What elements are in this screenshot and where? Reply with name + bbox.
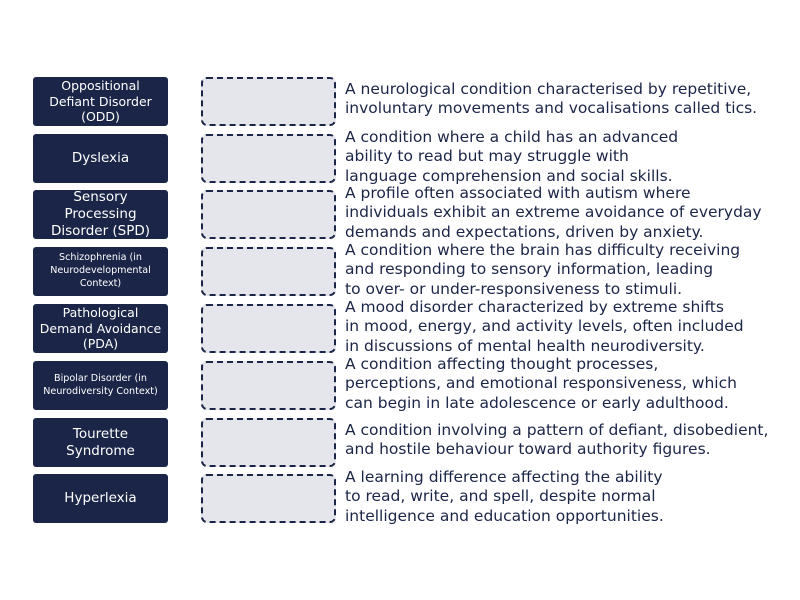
term-tile-spd[interactable]: Sensory Processing Disorder (SPD) <box>33 190 168 239</box>
description-tics: A neurological condition characterised by repetitive, involuntary movements and vocalisations called tics. <box>345 80 758 118</box>
drop-slot-5[interactable] <box>201 304 336 353</box>
match-row <box>0 355 800 413</box>
match-row <box>0 241 800 299</box>
description-demand-avoidance: A profile often associated with autism where individuals exhibit an extreme avoidance of everyday demands and expectations, driven by anxiety. <box>345 184 762 241</box>
term-tile-schizophrenia[interactable]: Schizophrenia (in Neurodevelopmental Context) <box>33 247 168 296</box>
drop-slot-7[interactable] <box>201 418 336 467</box>
description-advanced-reading: A condition where a child has an advanced ability to read but may struggle with language comprehension and social skills. <box>345 128 679 185</box>
description-defiant: A condition involving a pattern of defiant, disobedient, and hostile behaviour toward authority figures. <box>345 421 769 459</box>
term-tile-odd[interactable]: Oppositional Defiant Disorder (ODD) <box>33 77 168 126</box>
term-tile-hyperlexia[interactable]: Hyperlexia <box>33 474 168 523</box>
term-tile-tourette[interactable]: Tourette Syndrome <box>33 418 168 467</box>
description-sensory: A condition where the brain has difficulty receiving and responding to sensory information, leading to over- or under-responsiveness to stimuli. <box>345 241 741 298</box>
term-tile-dyslexia[interactable]: Dyslexia <box>33 134 168 183</box>
term-tile-bipolar[interactable]: Bipolar Disorder (in Neurodiversity Context) <box>33 361 168 410</box>
drop-slot-3[interactable] <box>201 190 336 239</box>
description-thought-processes: A condition affecting thought processes, perceptions, and emotional responsiveness, which can begin in late adolescence or early adulthood. <box>345 355 737 412</box>
drop-slot-4[interactable] <box>201 247 336 296</box>
description-mood: A mood disorder characterized by extreme shifts in mood, energy, and activity levels, often included in discussions of mental health neurodiversity. <box>345 298 744 355</box>
drop-slot-6[interactable] <box>201 361 336 410</box>
drop-slot-2[interactable] <box>201 134 336 183</box>
match-row <box>0 184 800 242</box>
drop-slot-8[interactable] <box>201 474 336 523</box>
match-row <box>0 418 800 470</box>
term-tile-pda[interactable]: Pathological Demand Avoidance (PDA) <box>33 304 168 353</box>
match-row <box>0 298 800 356</box>
match-row <box>0 468 800 526</box>
match-row <box>0 77 800 129</box>
drop-slot-1[interactable] <box>201 77 336 126</box>
match-row <box>0 128 800 186</box>
description-learning-difference: A learning difference affecting the ability to read, write, and spell, despite normal intelligence and education opportunities. <box>345 468 664 525</box>
